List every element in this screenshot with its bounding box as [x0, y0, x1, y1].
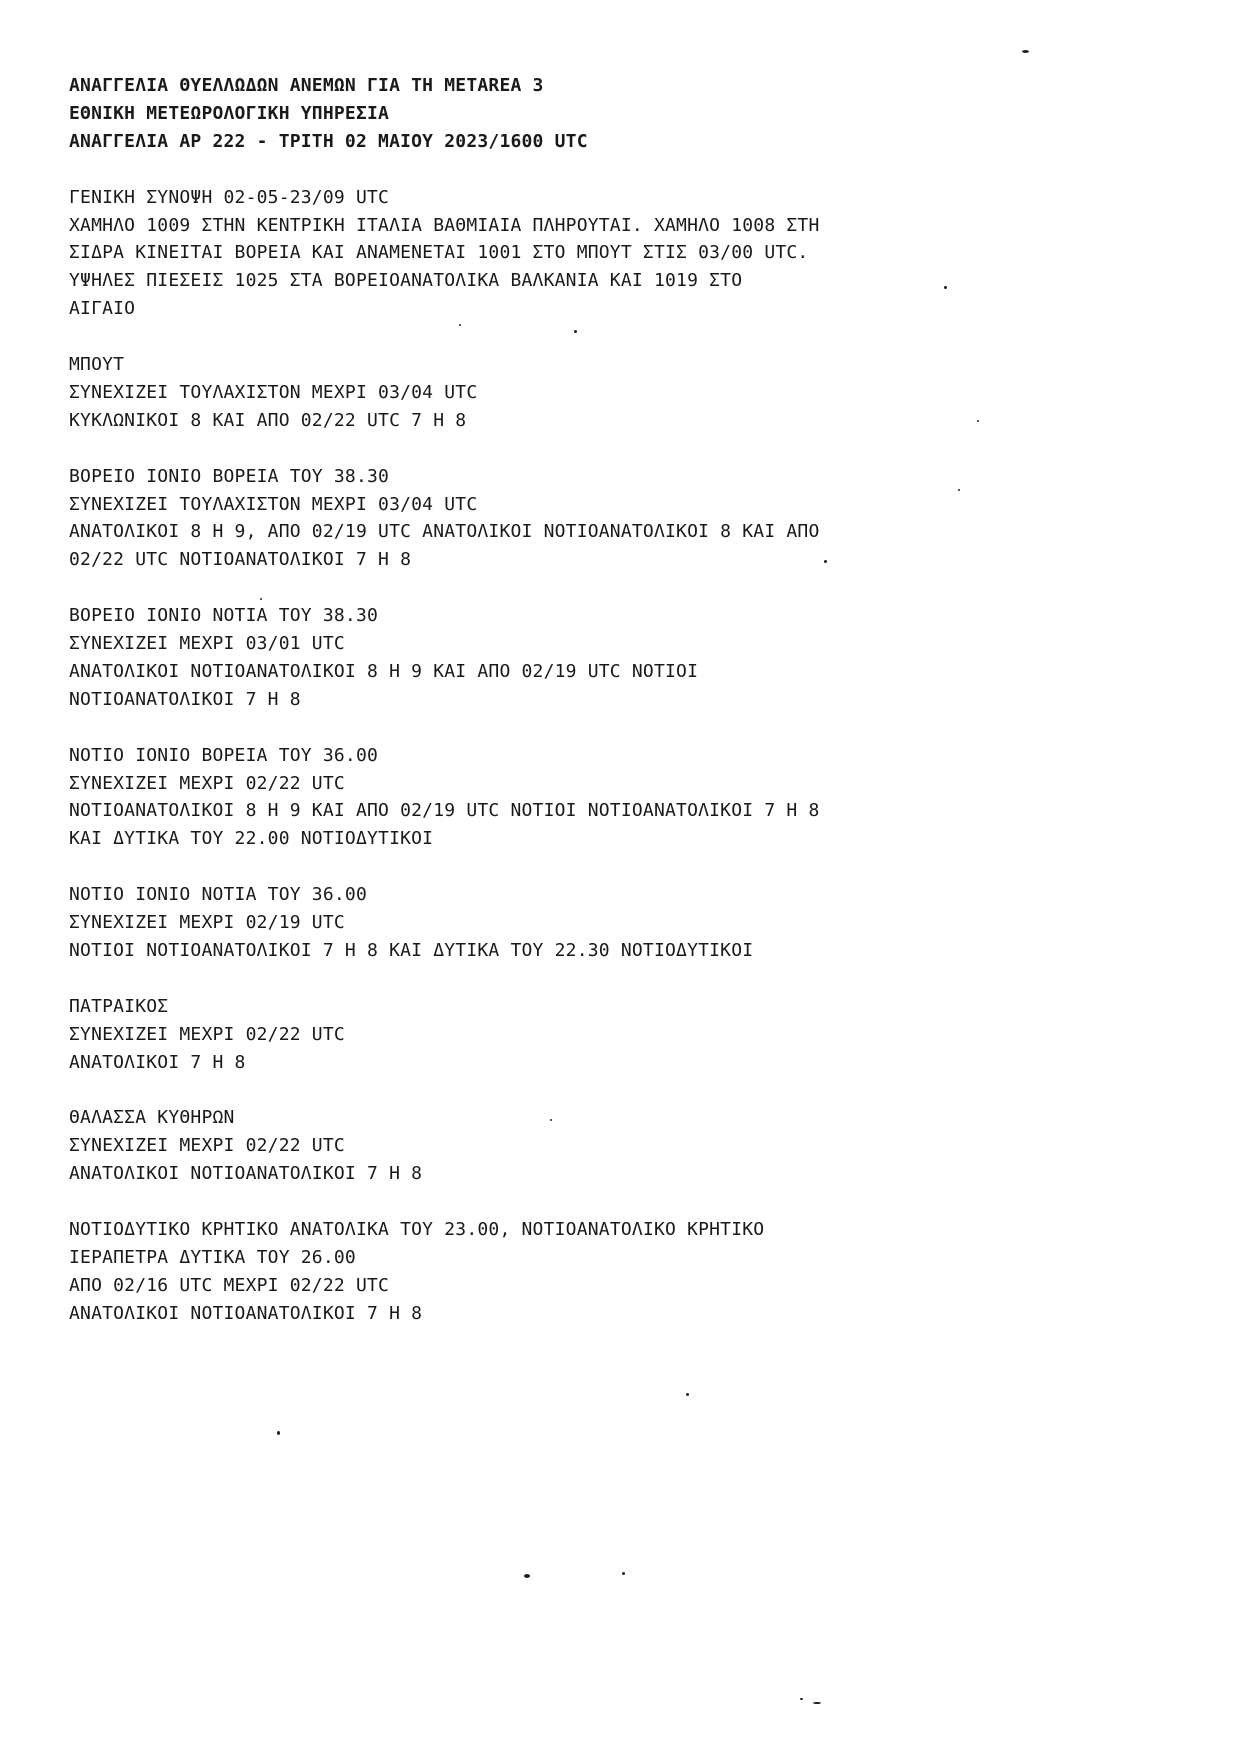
- scan-speck: [277, 1431, 280, 1435]
- section-gap: [69, 574, 1189, 602]
- area-line: ΑΝΑΤΟΛΙΚΟΙ 7 Η 8: [69, 1051, 246, 1073]
- area-line: ΑΠΟ 02/16 UTC ΜΕΧΡΙ 02/22 UTC: [69, 1274, 390, 1296]
- area-line: ΚΥΚΛΩΝΙΚΟΙ 8 ΚΑΙ ΑΠΟ 02/22 UTC 7 Η 8: [69, 409, 467, 431]
- scan-speck: [524, 1574, 530, 1578]
- section-gap: [69, 1188, 1189, 1216]
- area-line: ΣΥΝΕΧΙΖΕΙ ΜΕΧΡΙ 03/01 UTC: [69, 633, 345, 655]
- area-line: ΣΥΝΕΧΙΖΕΙ ΜΕΧΡΙ 02/22 UTC: [69, 1135, 345, 1157]
- section-gap: [69, 965, 1189, 993]
- section-gap: [69, 714, 1189, 742]
- area-name: ΝΟΤΙΟ ΙΟΝΙΟ ΝΟΤΙΑ ΤΟΥ 36.00: [69, 884, 367, 906]
- header-agency: ΕΘΝΙΚΗ ΜΕΤΕΩΡΟΛΟΓΙΚΗ ΥΠΗΡΕΣΙΑ: [69, 102, 390, 124]
- synopsis-line: ΧΑΜΗΛΟ 1009 ΣΤΗΝ ΚΕΝΤΡΙΚΗ ΙΤΑΛΙΑ ΒΑΘΜΙΑΙΑ ΠΛΗΡΟΥΤΑΙ. ΧΑΜΗΛΟ 1008 ΣΤΗ: [69, 214, 820, 236]
- synopsis-line: ΥΨΗΛΕΣ ΠΙΕΣΕΙΣ 1025 ΣΤΑ ΒΟΡΕΙΟΑΝΑΤΟΛΙΚΑ ΒΑΛΚΑΝΙΑ ΚΑΙ 1019 ΣΤΟ: [69, 270, 743, 292]
- section-gap: [69, 323, 1189, 351]
- area-line: 02/22 UTC ΝΟΤΙΟΑΝΑΤΟΛΙΚΟΙ 7 Η 8: [69, 549, 412, 571]
- scan-speck: [977, 420, 979, 422]
- area-north-ionian-north: [69, 463, 1189, 575]
- section-gap: [69, 1077, 1189, 1105]
- area-line: ΑΝΑΤΟΛΙΚΟΙ ΝΟΤΙΟΑΝΑΤΟΛΙΚΟΙ 8 Η 9 ΚΑΙ ΑΠΟ 02/19 UTC ΝΟΤΙΟΙ: [69, 660, 699, 682]
- area-line: ΑΝΑΤΟΛΙΚΟΙ ΝΟΤΙΟΑΝΑΤΟΛΙΚΟΙ 7 Η 8: [69, 1302, 423, 1324]
- synopsis-line: ΑΙΓΑΙΟ: [69, 298, 136, 320]
- scan-speck: [944, 286, 947, 289]
- area-name: ΠΑΤΡΑΙΚΟΣ: [69, 995, 169, 1017]
- area-name: ΒΟΡΕΙΟ ΙΟΝΙΟ ΝΟΤΙΑ ΤΟΥ 38.30: [69, 605, 379, 627]
- scan-speck: [813, 1702, 821, 1704]
- synopsis-title: ΓΕΝΙΚΗ ΣΥΝΟΨΗ 02-05-23/09 UTC: [69, 186, 390, 208]
- area-line: ΑΝΑΤΟΛΙΚΟΙ ΝΟΤΙΟΑΝΑΤΟΛΙΚΟΙ 7 Η 8: [69, 1163, 423, 1185]
- area-cretan-seas: [69, 1216, 1189, 1328]
- scan-speck: [1022, 50, 1029, 53]
- scan-speck: [550, 1119, 552, 1121]
- area-south-ionian-north: [69, 742, 1189, 854]
- area-line: ΣΥΝΕΧΙΖΕΙ ΤΟΥΛΑΧΙΣΤΟΝ ΜΕΧΡΙ 03/04 UTC: [69, 381, 478, 403]
- scan-speck: [824, 560, 827, 563]
- gale-warning-bulletin: [69, 72, 1189, 1328]
- header-title: ΑΝΑΓΓΕΛΙΑ ΘΥΕΛΛΩΔΩΝ ΑΝΕΜΩΝ ΓΙΑ ΤΗ METAREA 3: [69, 75, 544, 96]
- scan-speck: [958, 489, 960, 491]
- bulletin-header: [69, 72, 1189, 156]
- area-patraikos: [69, 993, 1189, 1077]
- area-line: ΣΥΝΕΧΙΖΕΙ ΜΕΧΡΙ 02/22 UTC: [69, 772, 345, 794]
- area-line: ΣΥΝΕΧΙΖΕΙ ΤΟΥΛΑΧΙΣΤΟΝ ΜΕΧΡΙ 03/04 UTC: [69, 493, 478, 515]
- scan-speck: [622, 1572, 625, 1575]
- header-issue: ΑΝΑΓΓΕΛΙΑ ΑΡ 222 - ΤΡΙΤΗ 02 ΜΑΙΟΥ 2023/1600 UTC: [69, 130, 588, 152]
- section-gap: [69, 853, 1189, 881]
- scan-speck: [260, 598, 262, 600]
- scan-speck: [686, 1393, 689, 1396]
- area-line: ΣΥΝΕΧΙΖΕΙ ΜΕΧΡΙ 02/22 UTC: [69, 1023, 345, 1045]
- scan-speck: [459, 324, 461, 326]
- section-gap: [69, 156, 1189, 184]
- area-line: ΙΕΡΑΠΕΤΡΑ ΔΥΤΙΚΑ ΤΟΥ 26.00: [69, 1246, 356, 1268]
- area-kythira-sea: [69, 1104, 1189, 1188]
- area-name: ΜΠΟΥΤ: [69, 354, 125, 376]
- section-gap: [69, 435, 1189, 463]
- synopsis-line: ΣΙΔΡΑ ΚΙΝΕΙΤΑΙ ΒΟΡΕΙΑ ΚΑΙ ΑΝΑΜΕΝΕΤΑΙ 1001 ΣΤΟ ΜΠΟΥΤ ΣΤΙΣ 03/00 UTC.: [69, 242, 809, 264]
- area-name: ΘΑΛΑΣΣΑ ΚΥΘΗΡΩΝ: [69, 1107, 235, 1129]
- scan-speck: [800, 1698, 803, 1700]
- general-synopsis: [69, 184, 1189, 324]
- area-line: ΝΟΤΙΟΑΝΑΤΟΛΙΚΟΙ 7 Η 8: [69, 688, 301, 710]
- area-line: ΑΝΑΤΟΛΙΚΟΙ 8 Η 9, ΑΠΟ 02/19 UTC ΑΝΑΤΟΛΙΚΟΙ ΝΟΤΙΟΑΝΑΤΟΛΙΚΟΙ 8 ΚΑΙ ΑΠΟ: [69, 521, 820, 543]
- area-line: ΣΥΝΕΧΙΖΕΙ ΜΕΧΡΙ 02/19 UTC: [69, 912, 345, 934]
- area-name: ΝΟΤΙΟ ΙΟΝΙΟ ΒΟΡΕΙΑ ΤΟΥ 36.00: [69, 744, 379, 766]
- scan-speck: [574, 330, 577, 333]
- area-name: ΝΟΤΙΟΔΥΤΙΚΟ ΚΡΗΤΙΚΟ ΑΝΑΤΟΛΙΚΑ ΤΟΥ 23.00, ΝΟΤΙΟΑΝΑΤΟΛΙΚΟ ΚΡΗΤΙΚΟ: [69, 1219, 765, 1241]
- area-south-ionian-south: [69, 881, 1189, 965]
- area-line: ΚΑΙ ΔΥΤΙΚΑ ΤΟΥ 22.00 ΝΟΤΙΟΔΥΤΙΚΟΙ: [69, 828, 434, 850]
- area-but: [69, 351, 1189, 435]
- area-name: ΒΟΡΕΙΟ ΙΟΝΙΟ ΒΟΡΕΙΑ ΤΟΥ 38.30: [69, 465, 390, 487]
- area-line: ΝΟΤΙΟΑΝΑΤΟΛΙΚΟΙ 8 Η 9 ΚΑΙ ΑΠΟ 02/19 UTC ΝΟΤΙΟΙ ΝΟΤΙΟΑΝΑΤΟΛΙΚΟΙ 7 Η 8: [69, 800, 820, 822]
- area-north-ionian-south: [69, 602, 1189, 714]
- area-line: ΝΟΤΙΟΙ ΝΟΤΙΟΑΝΑΤΟΛΙΚΟΙ 7 Η 8 ΚΑΙ ΔΥΤΙΚΑ ΤΟΥ 22.30 ΝΟΤΙΟΔΥΤΙΚΟΙ: [69, 940, 754, 961]
